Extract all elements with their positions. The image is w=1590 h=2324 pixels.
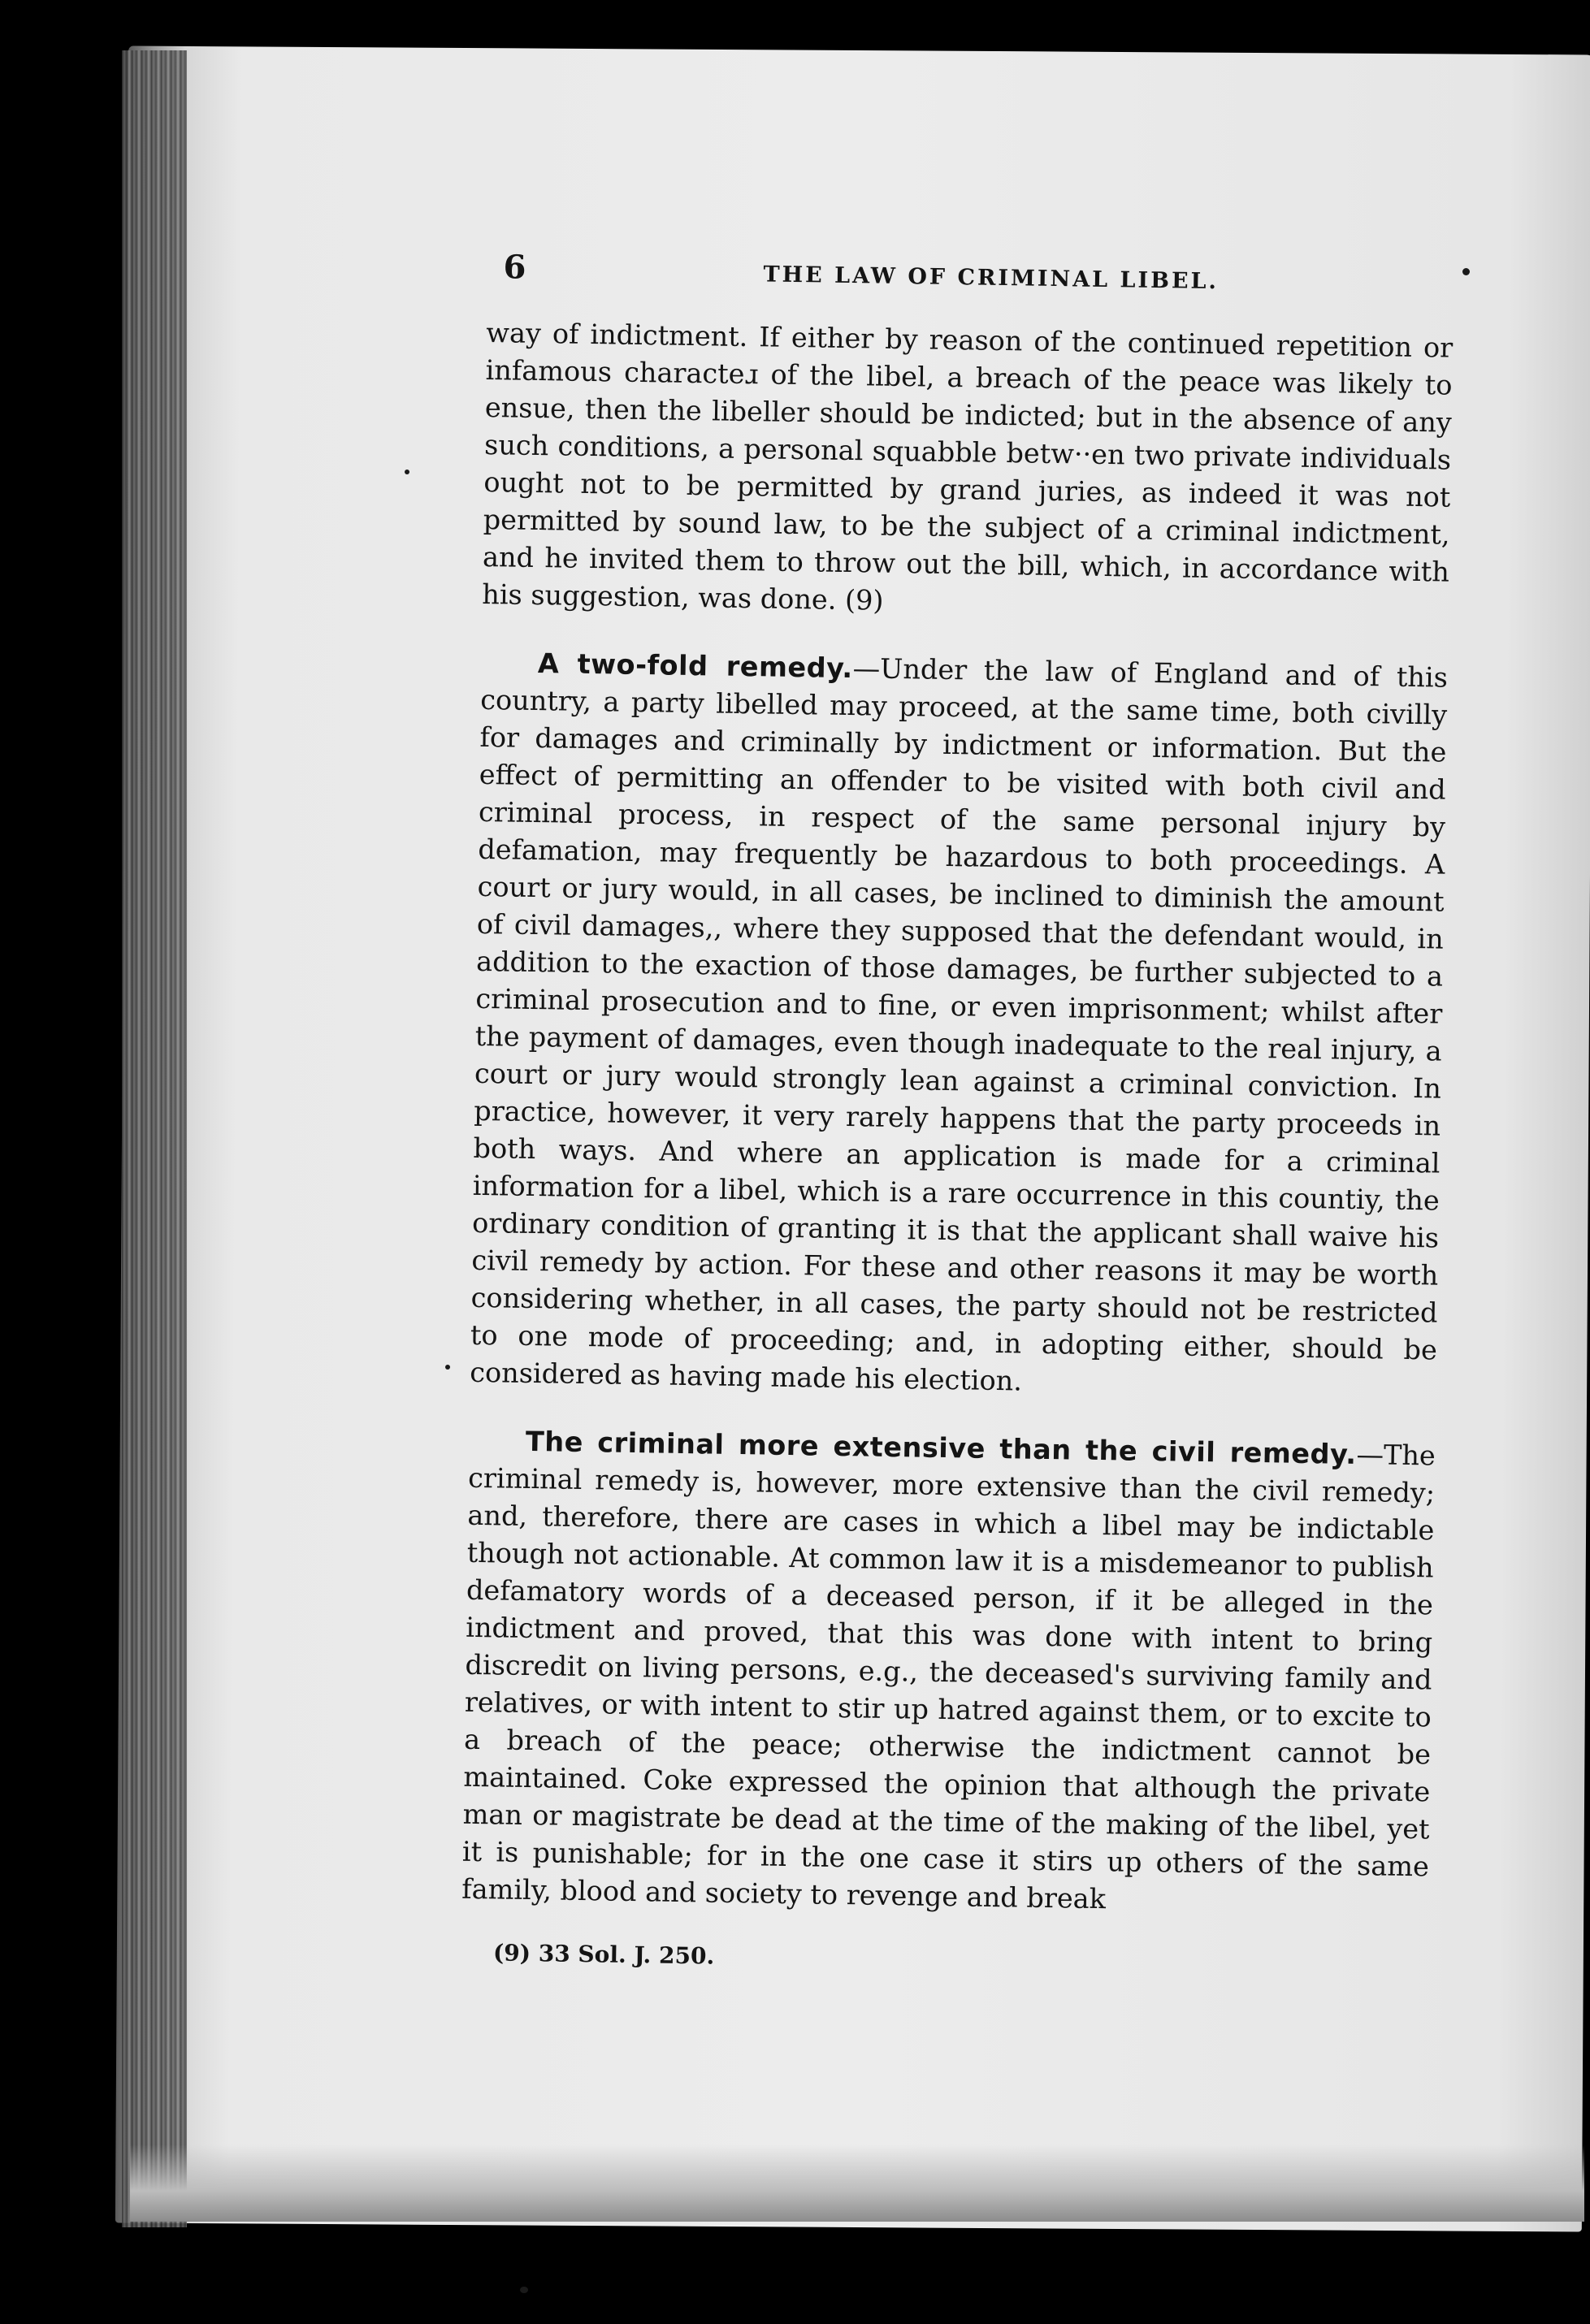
page-bottom-shadow bbox=[130, 2144, 1584, 2222]
paragraph-text: —The criminal remedy is, however, more extensive than the civil remedy; and, therefore, there are cases in which a libel may be indictable though not actionable. At common law it is a misdemeanor to publish defamatory words of a deceased person, if it be alleged in the indictment and proved, that this was done with intent to bring discredit on living persons, e.g., the deceased's surviving family and relatives, or with intent to stir up hatred against them, or to excite to a breach of the peace; otherwise the indictment cannot be maintained. Coke expressed the opinion that although the private man or magistrate be dead at the time of the making of the libel, yet it is punishable; for in the one case it stirs up others of the same family, blood and society to revenge and break bbox=[461, 1438, 1436, 1915]
paragraph-text: way of indictment. If either by reason of the continued repetition or infamous characteɹ of the libel, a breach of the peace was likely to ensue, then the libeller should be indicted; but in the absence of any such conditions, a personal squabble betw··en two private individuals ought not to be permitted by grand juries, as indeed it was not permitted by sound law, to be the subject of a criminal indictment, and he invited them to throw out the bill, which, in accordance with his suggestion, was done. (9) bbox=[481, 316, 1454, 617]
running-head-title: THE LAW OF CRIMINAL LIBEL. bbox=[763, 262, 1220, 295]
body-text bbox=[461, 314, 1454, 1923]
page-content bbox=[461, 248, 1454, 1980]
page-number: 6 bbox=[503, 248, 526, 287]
paragraph-continuation bbox=[482, 314, 1454, 629]
paragraph-two-fold-remedy bbox=[470, 644, 1448, 1407]
paragraph-text: —Under the law of England and of this country, a party libelled may proceed, at the same time, both civilly for damages and criminally by indictment or information. But the effect of permitting an offender to be visited with both civil and criminal process, in respect of the same personal injury by defamation, may frequently be hazardous to both proceedings. A court or jury would, in all cases, be inclined to diminish the amount of civil damages,, where they supposed that the defendant would, in addition to the exaction of those damages, be further subjected to a criminal prosecution and to fine, or even imprisonment; whilst after the payment of damages, even though inadequate to the real injury, a court or jury would strongly lean against a criminal conviction. In practice, however, it very rarely happens that the party proceeds in both ways. And where an application is made for a criminal information for a libel, which is a rare occurrence in this countiy, the ordinary condition of granting it is that the applicant shall waive his civil remedy by action. For these and other reasons it may be worth considering whether, in all cases, the party should not be restricted to one mode of proceeding; and, in adopting either, should be considered as having made his election. bbox=[469, 652, 1449, 1397]
dust-speck bbox=[1462, 268, 1470, 275]
dust-speck bbox=[445, 1365, 450, 1370]
paragraph-criminal-remedy bbox=[461, 1422, 1436, 1924]
dust-speck bbox=[405, 470, 409, 474]
dust-speck bbox=[520, 2287, 528, 2293]
book-binding-edge bbox=[122, 50, 187, 2227]
footnote: (9) 33 Sol. J. 250. bbox=[492, 1939, 715, 1970]
section-heading: The criminal more extensive than the civil remedy. bbox=[525, 1425, 1357, 1470]
section-heading: A two-fold remedy. bbox=[537, 647, 853, 685]
